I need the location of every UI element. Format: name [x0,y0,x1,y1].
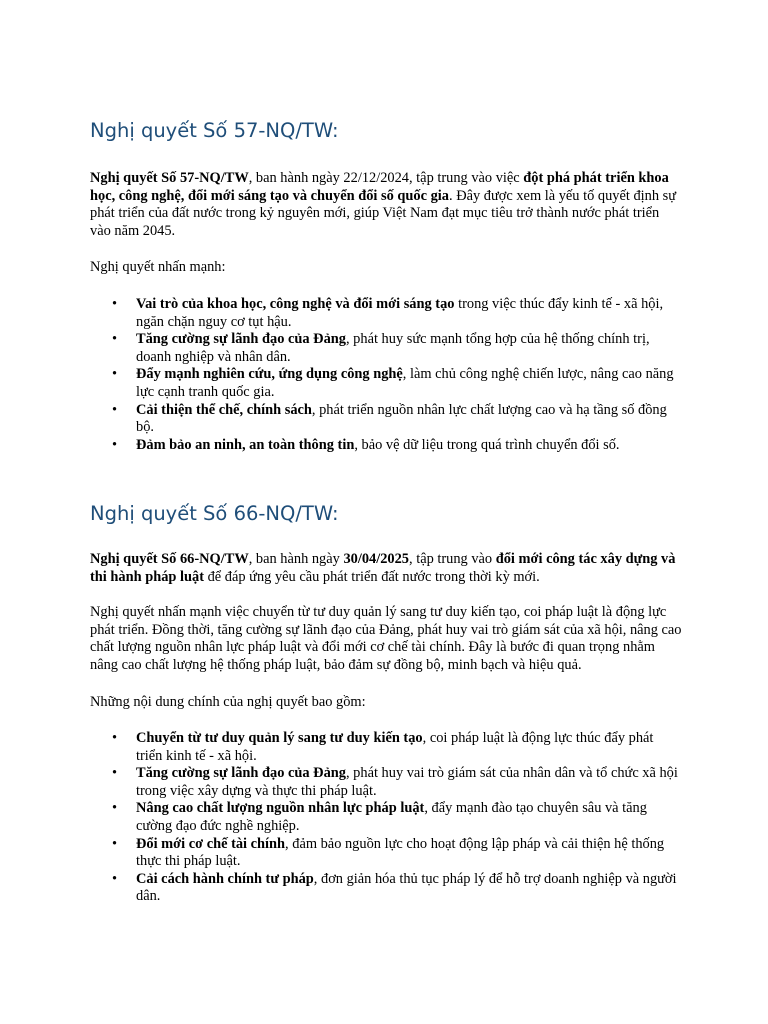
bullet-icon: • [112,296,118,312]
section-2-list-intro: Những nội dung chính của nghị quyết bao gồm: [90,694,366,710]
section-2-intro-paragraph [90,551,682,586]
bullet-icon: • [112,401,118,418]
section-2-intro-bold-date: 30/04/2025 [343,551,409,567]
list-item [90,366,682,401]
section-1-intro-text-2: . Đây được xem là yếu tố quyết định sự phát triển của đất nước trong kỷ nguyên mới, giúp Việt Nam đạt mục tiêu trở thành nước phát triển vào năm 2045. [90,187,677,239]
list-item [90,836,682,871]
list-item [90,331,682,366]
list-item-text: , phát huy sức mạnh tổng hợp của hệ thống chính trị, doanh nghiệp và nhân dân. [136,331,650,365]
list-item-text: , phát huy vai trò giám sát của nhân dân và tổ chức xã hội trong việc xây dựng và thực thi pháp luật. [136,765,678,799]
list-item-bold: Đẩy mạnh nghiên cứu, ứng dụng công nghệ [136,366,403,383]
bullet-icon: • [112,835,118,852]
list-item [90,871,682,906]
list-item [90,402,682,437]
list-item-bold: Chuyển từ tư duy quản lý sang tư duy kiến tạo [136,730,423,746]
section-1-intro-paragraph [90,170,682,240]
list-item [90,730,682,765]
bullet-icon: • [112,331,118,348]
list-item-text: , coi pháp luật là động lực thúc đẩy phát triển kinh tế - xã hội. [136,730,654,764]
list-item [90,800,682,835]
list-item-bold: Cải thiện thể chế, chính sách [136,401,312,418]
section-1-bullet-list [90,296,682,454]
section-1-intro-text-1: , ban hành ngày 22/12/2024, tập trung vào việc [248,170,524,186]
list-item-text: trong việc thúc đẩy kinh tế - xã hội, ngăn chặn nguy cơ tụt hậu. [136,296,664,330]
list-item-bold: Tăng cường sự lãnh đạo của Đảng [136,765,346,782]
list-item-bold: Tăng cường sự lãnh đạo của Đảng [136,331,346,348]
section-1-intro-bold-title: Nghị quyết Số 57-NQ/TW [90,170,249,186]
bullet-icon: • [112,436,118,453]
section-2-heading: Nghị quyết Số 66-NQ/TW: [90,502,339,525]
list-item-text: , phát triển nguồn nhân lực chất lượng cao và hạ tầng số đồng bộ. [136,401,667,436]
bullet-icon: • [112,800,118,817]
list-item [90,437,682,455]
section-2-intro-text-2: , tập trung vào [409,551,496,567]
list-item [90,765,682,800]
list-item-text: , bảo vệ dữ liệu trong quá trình chuyển đổi số. [354,436,620,453]
bullet-icon: • [112,730,118,746]
list-item-bold: Đổi mới cơ chế tài chính [136,835,286,852]
section-1-heading: Nghị quyết Số 57-NQ/TW: [90,119,339,142]
section-2-intro-text-3: để đáp ứng yêu cầu phát triển đất nước trong thời kỳ mới. [204,568,540,585]
section-1-emphasis-intro: Nghị quyết nhấn mạnh: [90,259,226,275]
list-item-bold: Vai trò của khoa học, công nghệ và đổi mới sáng tạo [136,296,455,312]
section-2-bullet-list [90,730,682,906]
list-item-bold: Đảm bảo an ninh, an toàn thông tin [136,436,355,453]
section-1-intro-bold-focus: đột phá phát triển khoa học, công nghệ, đổi mới sáng tạo và chuyển đổi số quốc gia [90,170,669,204]
bullet-icon: • [112,765,118,782]
list-item [90,296,682,331]
list-item-bold: Cải cách hành chính tư pháp [136,870,314,887]
list-item-text: , đơn giản hóa thủ tục pháp lý để hỗ trợ doanh nghiệp và người dân. [136,870,677,905]
list-item-text: , đảm bảo nguồn lực cho hoạt động lập pháp và cải thiện hệ thống thực thi pháp luật. [136,835,665,870]
list-item-bold: Nâng cao chất lượng nguồn nhân lực pháp luật [136,800,425,817]
section-2-intro-bold-title: Nghị quyết Số 66-NQ/TW [90,551,249,567]
section-2-intro-bold-focus: đổi mới công tác xây dựng và thi hành pháp luật [90,551,676,585]
list-item-text: , làm chủ công nghệ chiến lược, nâng cao năng lực cạnh tranh quốc gia. [136,366,674,400]
section-2-body-paragraph: Nghị quyết nhấn mạnh việc chuyển từ tư duy quản lý sang tư duy kiến tạo, coi pháp luật là động lực phát triển. Đồng thời, tăng cường sự lãnh đạo của Đảng, phát huy vai trò giám sát của xã hội, nâng cao chất lượng nguồn nhân lực pháp luật và đổi mới cơ chế tài chính. Đây là bước đi quan trọng nhằm nâng cao chất lượng hệ thống pháp luật, bảo đảm sự đồng bộ, minh bạch và hiệu quả. [90,604,682,673]
section-2-intro-text-1: , ban hành ngày [248,551,344,567]
bullet-icon: • [112,870,118,887]
bullet-icon: • [112,366,118,383]
list-item-text: , đẩy mạnh đào tạo chuyên sâu và tăng cường đạo đức nghề nghiệp. [136,800,647,834]
